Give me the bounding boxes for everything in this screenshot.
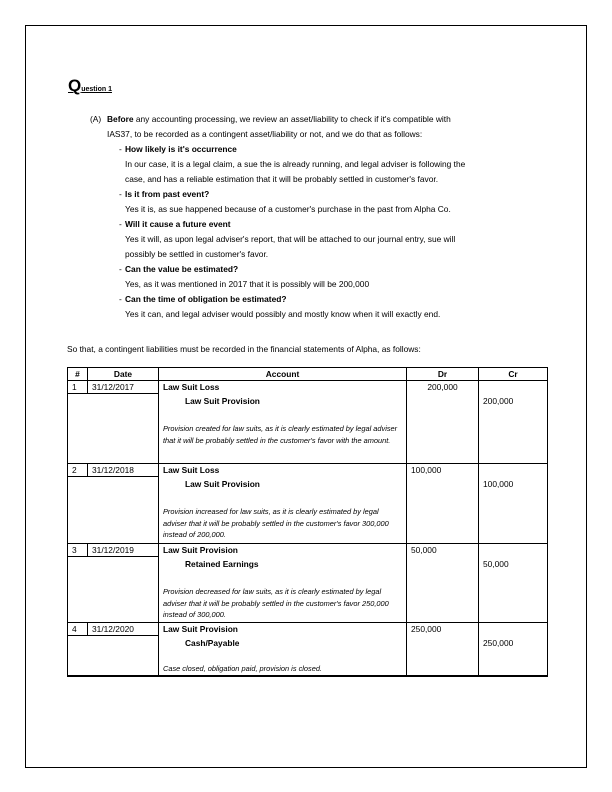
bullet-dash: - [119, 264, 122, 274]
intro-line-2: IAS37, to be recorded as a contingent asset/liability or not, and we do that as follows: [107, 129, 423, 139]
entry-account [159, 381, 407, 464]
entry-narration: Case closed, obligation paid, provision is closed. [163, 664, 322, 673]
bullet-dash: - [119, 219, 122, 229]
criterion-answer: case, and has a reliable estimation that it will be probably settled in customer's favor. [125, 174, 439, 184]
header-number: # [68, 368, 88, 381]
entry-cr [479, 464, 548, 544]
entry-number: 2 [68, 464, 88, 477]
empty-cell [68, 636, 159, 677]
criterion-question: How likely is it's occurrence [125, 144, 237, 154]
entry-narration: Provision decreased for law suits, as it is clearly estimated by legal adviser that it will be probably settled in the customer's favor 250,000 instead of 300,000. [163, 587, 389, 619]
empty-cell [68, 557, 159, 623]
entry-number: 3 [68, 544, 88, 557]
entry-account [159, 464, 407, 544]
credit-account: Cash/Payable [185, 638, 240, 648]
table-row [68, 623, 548, 636]
header-cr: Cr [479, 368, 548, 381]
intro-marker: (A) [90, 114, 102, 124]
entry-cr [479, 544, 548, 623]
empty-cell [68, 394, 159, 464]
entry-date: 31/12/2019 [88, 544, 159, 557]
criterion-question: Is it from past event? [125, 189, 210, 199]
intro-bold: Before [107, 114, 134, 124]
entry-dr: 250,000 [407, 623, 479, 677]
debit-account: Law Suit Provision [163, 545, 238, 555]
criterion-question: Will it cause a future event [125, 219, 231, 229]
entry-narration: Provision increased for law suits, as it is clearly estimated by legal adviser that it will be probably settled in the customer's favor 300,000 instead of 200,000. [163, 507, 389, 539]
criterion-answer: possibly be settled in customer's favor. [125, 249, 269, 259]
entry-cr [479, 623, 548, 677]
table-row [68, 464, 548, 477]
criterion-answer: Yes it will, as upon legal adviser's report, that will be attached to our journal entry, sue will [125, 234, 456, 244]
journal-table [67, 367, 548, 677]
credit-account: Retained Earnings [185, 559, 259, 569]
bullet-dash: - [119, 144, 122, 154]
criterion-answer: In our case, it is a legal claim, a sue the is already running, and legal adviser is following the [125, 159, 466, 169]
bullet-dash: - [119, 294, 122, 304]
credit-account: Law Suit Provision [185, 479, 260, 489]
intro-line-1 [107, 112, 451, 127]
cr-amount: 200,000 [483, 396, 514, 406]
criterion-question: Can the value be estimated? [125, 264, 239, 274]
question-title [68, 76, 112, 96]
intro-text: any accounting processing, we review an asset/liability to check if it's compatible with [133, 114, 451, 124]
empty-cell [68, 477, 159, 544]
table-row [68, 381, 548, 394]
debit-account: Law Suit Provision [163, 624, 238, 634]
entry-date: 31/12/2017 [88, 381, 159, 394]
cr-amount: 250,000 [483, 638, 514, 648]
bullet-dash: - [119, 189, 122, 199]
debit-account: Law Suit Loss [163, 465, 220, 475]
table-header-row [68, 368, 548, 381]
header-date: Date [88, 368, 159, 381]
table-row [68, 544, 548, 557]
header-dr: Dr [407, 368, 479, 381]
entry-dr: 50,000 [407, 544, 479, 623]
entry-account [159, 623, 407, 677]
entry-dr: 100,000 [407, 464, 479, 544]
cr-amount: 100,000 [483, 479, 514, 489]
entry-date: 31/12/2018 [88, 464, 159, 477]
entry-account [159, 544, 407, 623]
title-initial: Q [68, 76, 82, 95]
entry-dr: 200,000 [407, 381, 479, 464]
title-rest: uestion 1 [81, 86, 112, 93]
conclusion-text: So that, a contingent liabilities must be recorded in the financial statements of Alpha, as follows: [67, 344, 421, 354]
criterion-answer: Yes it can, and legal adviser would possibly and mostly know when it will exactly end. [125, 309, 441, 319]
criterion-question: Can the time of obligation be estimated? [125, 294, 287, 304]
entry-number: 1 [68, 381, 88, 394]
entry-number: 4 [68, 623, 88, 636]
debit-account: Law Suit Loss [163, 382, 220, 392]
criterion-answer: Yes it is, as sue happened because of a customer's purchase in the past from Alpha Co. [125, 204, 451, 214]
entry-cr [479, 381, 548, 464]
entry-date: 31/12/2020 [88, 623, 159, 636]
criterion-answer: Yes, as it was mentioned in 2017 that it is possibly will be 200,000 [125, 279, 370, 289]
entry-narration: Provision created for law suits, as it is clearly estimated by legal adviser that it will be probably settled in the customer's favor with the amount. [163, 424, 398, 445]
header-account: Account [159, 368, 407, 381]
cr-amount: 50,000 [483, 559, 509, 569]
credit-account: Law Suit Provision [185, 396, 260, 406]
